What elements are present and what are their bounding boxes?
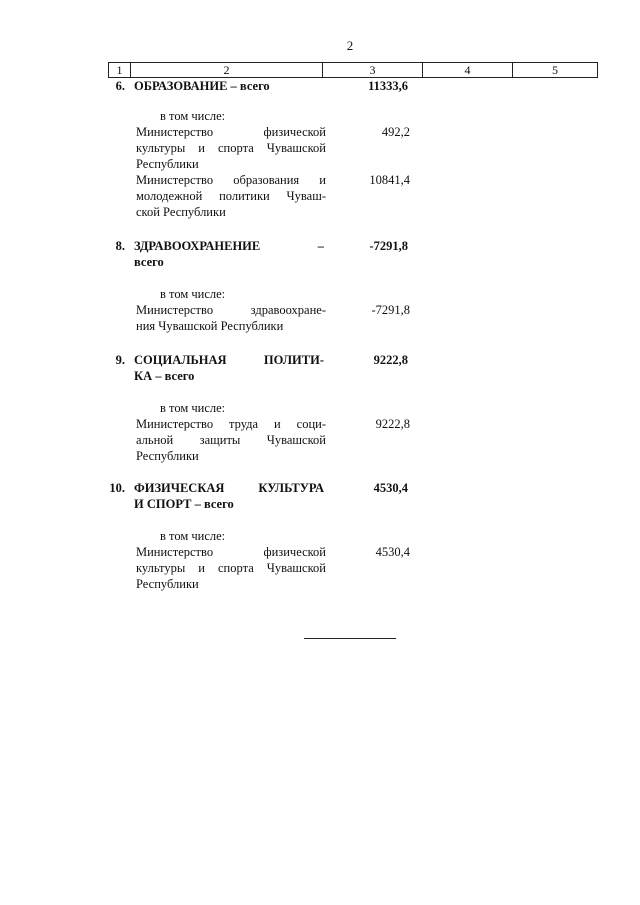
section-education [108, 78, 598, 220]
table-row [108, 172, 598, 220]
ministry-value: -7291,8 [371, 303, 410, 317]
column-header-1: 1 [108, 63, 130, 77]
column-header-4: 4 [422, 63, 512, 77]
section-number: 8. [115, 239, 125, 253]
section-healthcare [108, 238, 598, 334]
section-social-policy [108, 352, 598, 464]
ministry-value: 10841,4 [369, 173, 410, 187]
column-header-2: 2 [130, 63, 322, 77]
subtotal-label: в том числе: [160, 287, 226, 301]
ministry-value: 492,2 [381, 125, 410, 139]
table-row [108, 124, 598, 172]
ministry-value: 4530,4 [375, 545, 410, 559]
section-physical-culture [108, 480, 598, 592]
budget-table [108, 62, 598, 591]
subtotal-label: в том числе: [160, 401, 226, 415]
section-number: 9. [115, 353, 125, 367]
ministry-name: Министерство здравоохране- ния Чувашской Республики [136, 303, 326, 333]
section-number: 10. [109, 481, 125, 495]
table-row [108, 544, 598, 592]
section-total: 11333,6 [368, 79, 408, 93]
section-title: ОБРАЗОВАНИЕ – всего [134, 79, 270, 93]
subtotal-label: в том числе: [160, 109, 226, 123]
table-row [108, 416, 598, 464]
section-total: -7291,8 [369, 239, 408, 253]
ministry-name: Министерство физической культуры и спорта Чувашской Республики [136, 545, 326, 591]
table-header [108, 62, 598, 78]
section-title: СОЦИАЛЬНАЯ ПОЛИТИ- КА – всего [134, 353, 324, 383]
column-header-5: 5 [512, 63, 598, 77]
page-number: 2 [346, 38, 354, 53]
section-title: ФИЗИЧЕСКАЯ КУЛЬТУРА И СПОРТ – всего [134, 481, 324, 511]
ministry-value: 9222,8 [375, 417, 410, 431]
ministry-name: Министерство физической культуры и спорта Чувашской Республики [136, 125, 326, 171]
ministry-name: Министерство труда и соци- альной защиты Чувашской Республики [136, 417, 326, 463]
table-row [108, 302, 598, 334]
section-title: ЗДРАВООХРАНЕНИЕ – всего [134, 239, 324, 269]
section-total: 4530,4 [373, 481, 408, 495]
section-number: 6. [115, 79, 125, 93]
column-header-3: 3 [322, 63, 422, 77]
section-total: 9222,8 [373, 353, 408, 367]
ministry-name: Министерство образования и молодежной политики Чуваш- ской Республики [136, 173, 326, 219]
subtotal-label: в том числе: [160, 529, 226, 543]
closing-rule [304, 638, 396, 639]
